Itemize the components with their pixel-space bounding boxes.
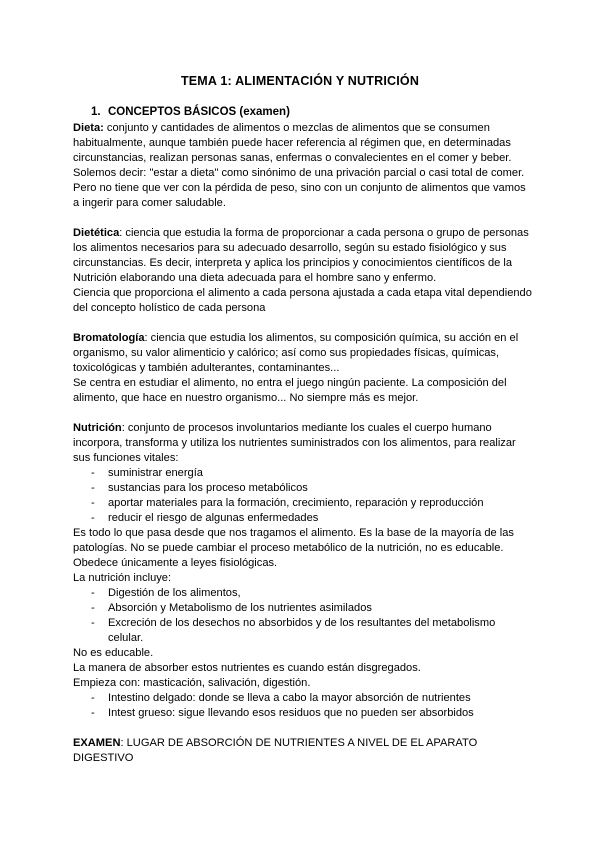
document-body <box>73 121 533 766</box>
list-nutricion-incluye <box>73 586 533 646</box>
list-item: - aportar materiales para la formación, crecimiento, reparación y reproducción <box>73 496 533 511</box>
term-dietetica: Dietética <box>73 227 120 239</box>
list-funciones-vitales <box>73 466 533 526</box>
term-dieta: Dieta: <box>73 122 104 134</box>
paragraph-bromatologia-extra: Se centra en estudiar el alimento, no entra el juego ningún paciente. La composición del alimento, que hace en nuestro organismo... No siempre más es mejor. <box>73 377 507 404</box>
paragraph-nutricion <box>73 421 533 466</box>
definition-examen: : LUGAR DE ABSORCIÓN DE NUTRIENTES A NIVEL DE EL APARATO DIGESTIVO <box>73 737 478 764</box>
definition-bromatologia: : ciencia que estudia los alimentos, su composición química, su acción en el organismo, su valor alimenticio y calórico; así como sus propiedades físicas, químicas, toxicológicas y también adulterantes, contaminantes... <box>73 332 519 374</box>
paragraph-nutricion-descripcion: Es todo lo que pasa desde que nos tragamos el alimento. Es la base de la mayoría de las patologías. No se puede cambiar el proceso metabólico de la nutrición, no es educable. Obedece únicamente a leyes fisiológicas. <box>73 527 514 569</box>
list-item: - reducir el riesgo de algunas enfermedades <box>73 511 533 526</box>
paragraph-empieza: Empieza con: masticación, salivación, digestión. <box>73 677 311 689</box>
list-item: - Excreción de los desechos no absorbidos y de los resultantes del metabolismo celular. <box>73 616 533 646</box>
list-item: - suministrar energía <box>73 466 533 481</box>
definition-dieta: conjunto y cantidades de alimentos o mezclas de alimentos que se consumen habitualmente, aunque también puede hacer referencia al régimen que, en determinadas circunstancias, realizan personas sanas, enfermas o convalecientes en el comer y beber. Solemos decir: "estar a dieta" como sinónimo de una privación parcial o casi total de comer. Pero no tiene que ver con la pérdida de peso, sino con un conjunto de alimentos que vamos a ingerir para comer saludable. <box>73 122 526 209</box>
list-intestinos <box>73 691 533 721</box>
list-item: - Intestino delgado: donde se lleva a cabo la mayor absorción de nutrientes <box>73 691 533 706</box>
list-item: - Digestión de los alimentos, <box>73 586 533 601</box>
paragraph-bromatologia <box>73 331 533 376</box>
paragraph-nutricion-incluye: La nutrición incluye: <box>73 572 172 584</box>
paragraph-dietetica <box>73 226 533 286</box>
term-examen: EXAMEN <box>73 737 121 749</box>
list-item: - Absorción y Metabolismo de los nutrientes asimilados <box>73 601 533 616</box>
section-number: 1. <box>91 106 101 118</box>
paragraph-examen <box>73 736 533 766</box>
term-nutricion: Nutrición <box>73 422 122 434</box>
term-bromatologia: Bromatología <box>73 332 145 344</box>
definition-dietetica: : ciencia que estudia la forma de proporcionar a cada persona o grupo de personas los alimentos necesarios para su adecuado desarrollo, según su estado fisiológico y sus circunstancias. Es decir, interpreta y aplica los principios y conocimientos científicos de la Nutrición elaborando una dieta adecuada para el hombre sano y enfermo. <box>73 227 529 284</box>
list-item: - Intest grueso: sigue llevando esos residuos que no pueden ser absorbidos <box>73 706 533 721</box>
list-item: - sustancias para los proceso metabólicos <box>73 481 533 496</box>
section-heading <box>91 106 290 118</box>
paragraph-dietetica-extra: Ciencia que proporciona el alimento a cada persona ajustada a cada etapa vital dependiendo del concepto holístico de cada persona <box>73 287 532 314</box>
page-title: TEMA 1: ALIMENTACIÓN Y NUTRICIÓN <box>180 74 420 88</box>
paragraph-absorber: La manera de absorber estos nutrientes es cuando están disgregados. <box>73 662 421 674</box>
paragraph-dieta <box>73 121 533 211</box>
paragraph-no-educable: No es educable. <box>73 647 154 659</box>
section-label: CONCEPTOS BÁSICOS (examen) <box>108 106 290 118</box>
definition-nutricion: : conjunto de procesos involuntarios mediante los cuales el cuerpo humano incorpora, transforma y utiliza los nutrientes suministrados con los alimentos, para realizar sus funciones vitales: <box>73 422 516 464</box>
